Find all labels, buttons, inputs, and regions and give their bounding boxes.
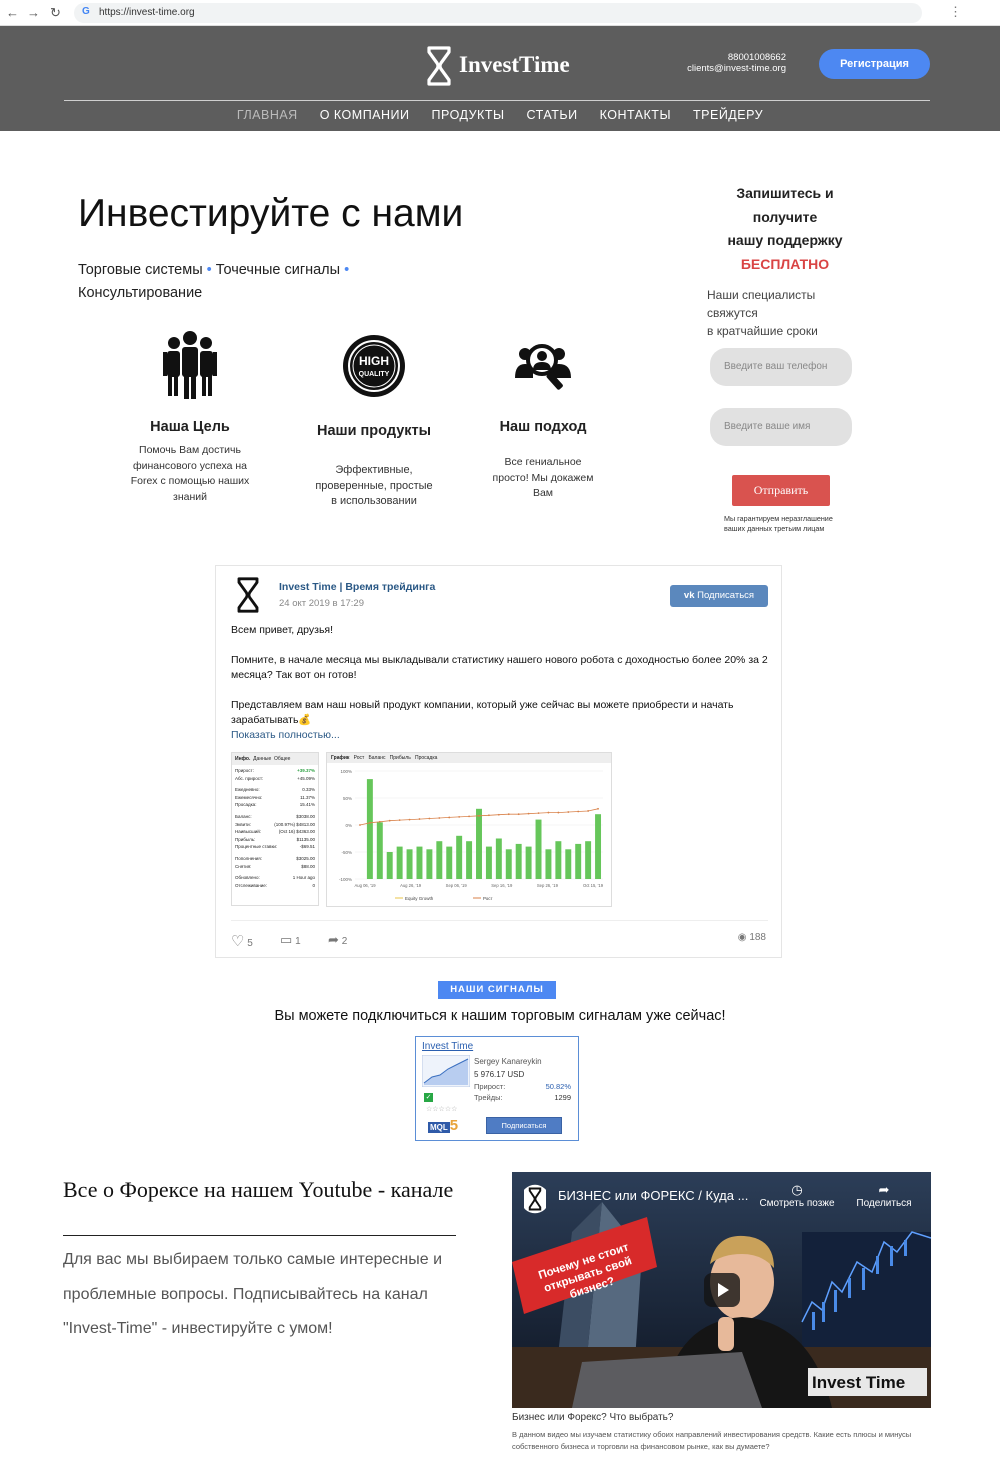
bar [536,820,542,879]
equity-point [508,813,510,815]
equity-point [597,808,599,810]
signup-free-label: БЕСПЛАТНО [740,255,830,272]
bar [565,849,571,879]
feature-goal-text: Помочь Вам достичь финансового успеха на Forex с помощью наших знаний [130,444,250,503]
equity-point [468,815,470,817]
stats-key: Отслеживание: [235,882,267,888]
view-count: 188 [749,932,766,943]
stats-value: +39.37% [297,768,315,773]
comment-icon: ▭ [280,932,293,947]
stats-tab-data[interactable]: Данные [253,756,272,762]
hourglass-avatar-icon[interactable] [236,577,260,613]
youtube-video-player[interactable] [512,1172,931,1408]
bar [555,841,561,879]
chart-tab-growth[interactable]: Рост [353,755,365,761]
stats-list [232,765,318,891]
widget-balance: 5 976.17 USD [474,1070,525,1079]
watch-later-button[interactable] [758,1182,836,1209]
mql5-logo-icon [428,1117,466,1135]
bar [506,849,512,879]
hero-subtitle [78,259,408,305]
comment-count: 1 [295,936,301,947]
header-divider [64,100,930,101]
header-phone[interactable]: 88001008662 [727,52,786,63]
stats-row [235,863,315,871]
feature-products-text: Эффективные, проверенные, простые в использовании [315,464,433,507]
youtube-section-text: Для вас мы выбираем только самые интересные и проблемные вопросы. Подписывайтесь на канал "Invest-Time" - инвестируйте с умом! [63,1251,442,1337]
main-menu [0,108,1000,122]
equity-point [577,811,579,813]
like-count: 5 [247,938,253,949]
check-icon: ✓ [425,1094,432,1101]
bar [436,841,442,879]
stats-key: Обновлено: [235,875,260,881]
share-arrow-icon: ➦ [878,1182,890,1197]
post-author[interactable]: Invest Time | Время трейдинга [279,581,436,593]
clock-icon: ◷ [791,1182,803,1197]
bar [446,847,452,879]
equity-point [369,822,371,824]
bar [585,841,591,879]
high-quality-badge-icon [342,334,406,398]
bar [516,844,522,879]
like-button[interactable] [231,932,253,950]
stats-value: 0 [312,882,315,888]
equity-point [448,817,450,819]
widget-subscribe-button[interactable]: Подписаться [486,1117,562,1134]
stats-value: 0.33% [302,787,315,793]
privacy-note [724,514,852,534]
stats-tabs [232,753,318,765]
stats-row [235,874,315,882]
youtube-title-rule [63,1235,456,1236]
share-video-button[interactable] [850,1182,918,1209]
submit-button[interactable]: Отправить [732,475,830,506]
y-tick-label: -50% [341,850,352,855]
stats-row [235,828,315,836]
stats-value: 11.37% [300,794,315,800]
hero-sub-signals: Точечные сигналы [215,262,341,278]
mql5-logo-text: MQL [430,1123,448,1132]
brand-name[interactable]: InvestTime [459,52,570,77]
menu-item-products[interactable]: ПРОДУКТЫ [431,108,505,122]
name-input[interactable]: Введите ваше имя [710,408,852,446]
bar [387,852,393,879]
signup-panel [700,182,870,275]
stats-row [235,882,315,890]
equity-point [389,820,391,822]
equity-point [359,824,361,826]
stats-row [235,855,315,863]
hero-title: Инвестируйте с нами [78,192,464,235]
video-title[interactable]: БИЗНЕС или ФОРЕКС / Куда ... [558,1188,749,1203]
url-text: https://invest-time.org [99,7,195,18]
view-counter [738,932,766,943]
equity-point [557,812,559,814]
play-button[interactable] [704,1273,740,1307]
x-tick-label: Aug 06, '19 [354,883,376,888]
bar [545,849,551,879]
reload-icon[interactable]: ↻ [50,5,61,20]
equity-point [538,812,540,814]
signup-heading-line3: нашу поддержку [727,232,843,248]
browser-menu-icon[interactable]: ⋮ [949,4,962,19]
equity-point [409,819,411,821]
youtube-section-title: Все о Форексе на нашем Youtube - канале [63,1177,454,1202]
chart-tabs [327,753,611,763]
equity-point [419,818,421,820]
bar [377,822,383,879]
widget-trades: 1299 [554,1093,571,1102]
signup-note [707,286,818,340]
signup-heading-line2: получите [752,208,818,225]
chart-tab-profit[interactable]: Прибыль [389,755,411,761]
stats-key: Прирост: [235,768,254,773]
bar [526,847,532,879]
equity-point [548,812,550,814]
team-icon [162,330,218,400]
equity-point [429,818,431,820]
stats-row [235,794,315,802]
stats-value: +45.09% [297,775,315,781]
vk-subscribe-button[interactable] [670,585,768,607]
stats-key: Баланс: [235,813,252,819]
video-description: В данном видео мы изучаем статистику обоих направлений инвестирования средств. Какие есть плюсы и минусы собственного бизнеса и торговли на финансовом рынке, как вы думаете? [512,1430,912,1451]
privacy-line1: Мы гарантируем неразглашение [724,514,833,523]
equity-point [379,821,381,823]
signup-note-line1: Наши специалисты [707,288,816,302]
y-tick-label: 50% [342,796,352,801]
equity-point [458,816,460,818]
widget-title[interactable]: Invest Time [422,1041,474,1052]
post-paragraph-1: Всем привет, друзья! [231,624,334,636]
thumbnail-brand: Invest Time [812,1373,906,1392]
bullet-dot: • [344,262,350,278]
hero-sub-trading-systems: Торговые системы [78,262,203,278]
stats-row [235,767,315,775]
eye-icon: ◉ [737,932,747,943]
comment-button[interactable] [280,932,301,948]
equity-point [498,814,500,816]
browser-toolbar [0,0,1000,26]
video-caption: Бизнес или Форекс? Что выбрать? [512,1412,674,1423]
stats-value: -$69.51 [299,844,315,850]
bar [476,809,482,879]
menu-item-trader[interactable]: ТРЕЙДЕРУ [693,108,764,122]
mini-growth-chart-icon [422,1055,470,1087]
signup-note-line2: свяжутся [707,306,758,320]
stats-key: Наивысший: [235,829,262,835]
stats-row [235,813,315,821]
feature-approach [488,338,598,502]
chart-tab-balance[interactable]: Баланс [368,755,386,761]
x-tick-label: Aug 26, '19 [400,883,422,888]
growth-chart [327,763,611,906]
feature-goal-title: Наша Цель [150,419,230,435]
feature-approach-text: Все гениальное просто! Мы докажем Вам [492,456,594,499]
stats-tab-general[interactable]: Общее [274,756,291,762]
stats-value: $3025.00 [296,855,315,861]
bar [496,839,502,880]
heart-icon: ♡ [231,933,245,950]
back-icon[interactable]: ← [6,5,19,20]
stats-value: $88.00 [301,863,315,869]
equity-point [399,819,401,821]
equity-point [587,810,589,812]
equity-point [518,813,520,815]
stats-row [235,775,315,783]
stats-value: (Oct 16) $4363.00 [278,829,315,835]
stats-value: $3038.00 [296,813,315,819]
badge-text-quality: QUALITY [358,371,390,378]
growth-chart-panel [326,752,612,907]
widget-growth: 50.82% [545,1082,571,1091]
stats-key: Абс. прирост: [235,775,264,781]
widget-trades-label: Трейды: [474,1093,503,1102]
feature-approach-title: Наш подход [499,419,587,435]
show-more-link[interactable]: Показать полностью... [231,729,340,741]
bar [486,847,492,879]
stats-row [235,836,315,844]
stats-row [235,843,315,851]
menu-item-home[interactable]: ГЛАВНАЯ [236,108,298,122]
feature-products-title: Наши продукты [316,423,432,439]
chart-tab-drawdown[interactable]: Просадка [415,755,438,761]
post-body [231,623,771,743]
forward-icon[interactable]: → [27,5,40,20]
bar [407,849,413,879]
stats-tab-info[interactable]: Инфо. [235,756,251,762]
play-icon [704,1273,740,1307]
privacy-line2: ваших данных третьим лицам [724,524,825,533]
bar [397,847,403,879]
site-header [0,26,1000,131]
equity-point [567,811,569,813]
vk-subscribe-label: Подписаться [697,590,755,601]
signup-heading-line1: Запишитесь и [736,185,834,201]
bar [466,841,472,879]
signup-note-line3: в кратчайшие сроки [707,324,818,338]
equity-point [478,815,480,817]
post-divider [231,920,768,921]
signals-heading: Вы можете подключиться к нашим торговым сигналам уже сейчас! [274,1008,726,1024]
vk-logo-icon: vk [683,590,695,601]
chart-tab-chart[interactable]: График [331,755,350,761]
share-count: 2 [341,936,348,947]
magnifier-people-icon [513,338,573,392]
post-date[interactable]: 24 окт 2019 в 17:29 [279,598,364,609]
mql5-logo-num: 5 [449,1117,459,1134]
stats-row [235,786,315,794]
channel-logo-icon[interactable] [524,1184,546,1214]
hourglass-logo-icon[interactable] [426,46,452,86]
bar [456,836,462,879]
stats-row [235,821,315,829]
y-tick-label: -100% [338,877,352,882]
y-tick-label: 100% [340,769,352,774]
equity-point [528,813,530,815]
x-tick-label: Sep 06, '19 [445,883,467,888]
stats-key: Эквити: [235,821,251,827]
bullet-dot: • [206,262,212,278]
x-tick-label: Sep 16, '19 [491,883,513,888]
widget-author: Sergey Kanareykin [474,1057,542,1066]
hero-sub-consulting: Консультирование [78,285,203,301]
equity-point [438,817,440,819]
share-icon: ➦ [328,932,339,947]
badge-text-high: HIGH [359,354,389,368]
bar [426,849,432,879]
x-tick-label: Oct 15, '19 [582,883,604,888]
vk-post-card [215,565,782,958]
stats-panel [231,752,319,906]
phone-input[interactable]: Введите ваш телефон [710,348,852,386]
x-tick-label: Sep 26, '19 [536,883,558,888]
menu-item-about[interactable]: О КОМПАНИИ [319,108,410,122]
thumbnail-banner: Почему не стоит открывать свой бизнес? [537,1241,634,1302]
share-button[interactable] [328,932,347,948]
stats-value: 1 Hour ago [292,875,315,881]
stats-key: Процентные ставки: [235,844,278,850]
bar [417,847,423,879]
feature-products [313,334,435,510]
header-email[interactable]: clients@invest-time.org [687,63,786,74]
watch-later-label: Смотреть позже [759,1198,835,1209]
stats-value: $1135.00 [296,836,315,842]
share-video-label: Поделиться [856,1198,912,1209]
bar [367,779,373,879]
signals-tag: НАШИ СИГНАЛЫ [438,981,556,999]
stats-key: Ежедневно: [235,787,260,793]
menu-item-articles[interactable]: СТАТЬИ [526,108,578,122]
google-icon: G [82,6,90,17]
register-button[interactable]: Регистрация [819,49,930,79]
stats-key: Ежемесячно: [235,794,263,800]
stats-key: Прибыль: [235,836,256,842]
address-bar[interactable] [74,3,922,23]
bar [595,814,601,879]
post-paragraph-3: Представляем вам наш новый продукт компании, который уже сейчас вы можете приобрести и начать зарабатывать💰 [231,699,734,726]
mql5-signal-widget[interactable] [415,1036,579,1141]
stats-key: Снятия: [235,863,252,869]
stats-row [235,801,315,809]
stats-value: (100.97%) $4813.00 [274,821,315,827]
menu-item-contacts[interactable]: КОНТАКТЫ [599,108,672,122]
y-tick-label: 0% [345,823,352,828]
stats-value: 15.41% [299,802,315,808]
feature-goal [128,330,252,505]
rating-stars: ☆☆☆☆☆ [426,1106,458,1113]
post-paragraph-2: Помните, в начале месяца мы выкладывали статистику нашего нового робота с доходностью более 20% за 2 месяца? Так вот он готов! [231,654,768,681]
stats-key: Просадка: [235,802,257,808]
header-contacts [650,52,786,74]
widget-growth-label: Прирост: [474,1082,506,1091]
stats-key: Пополнения: [235,855,262,861]
legend-label-equity: Equity Growth [405,896,434,901]
equity-point [488,814,490,816]
legend-label-growth: Рост [483,896,493,901]
bar [575,844,581,879]
